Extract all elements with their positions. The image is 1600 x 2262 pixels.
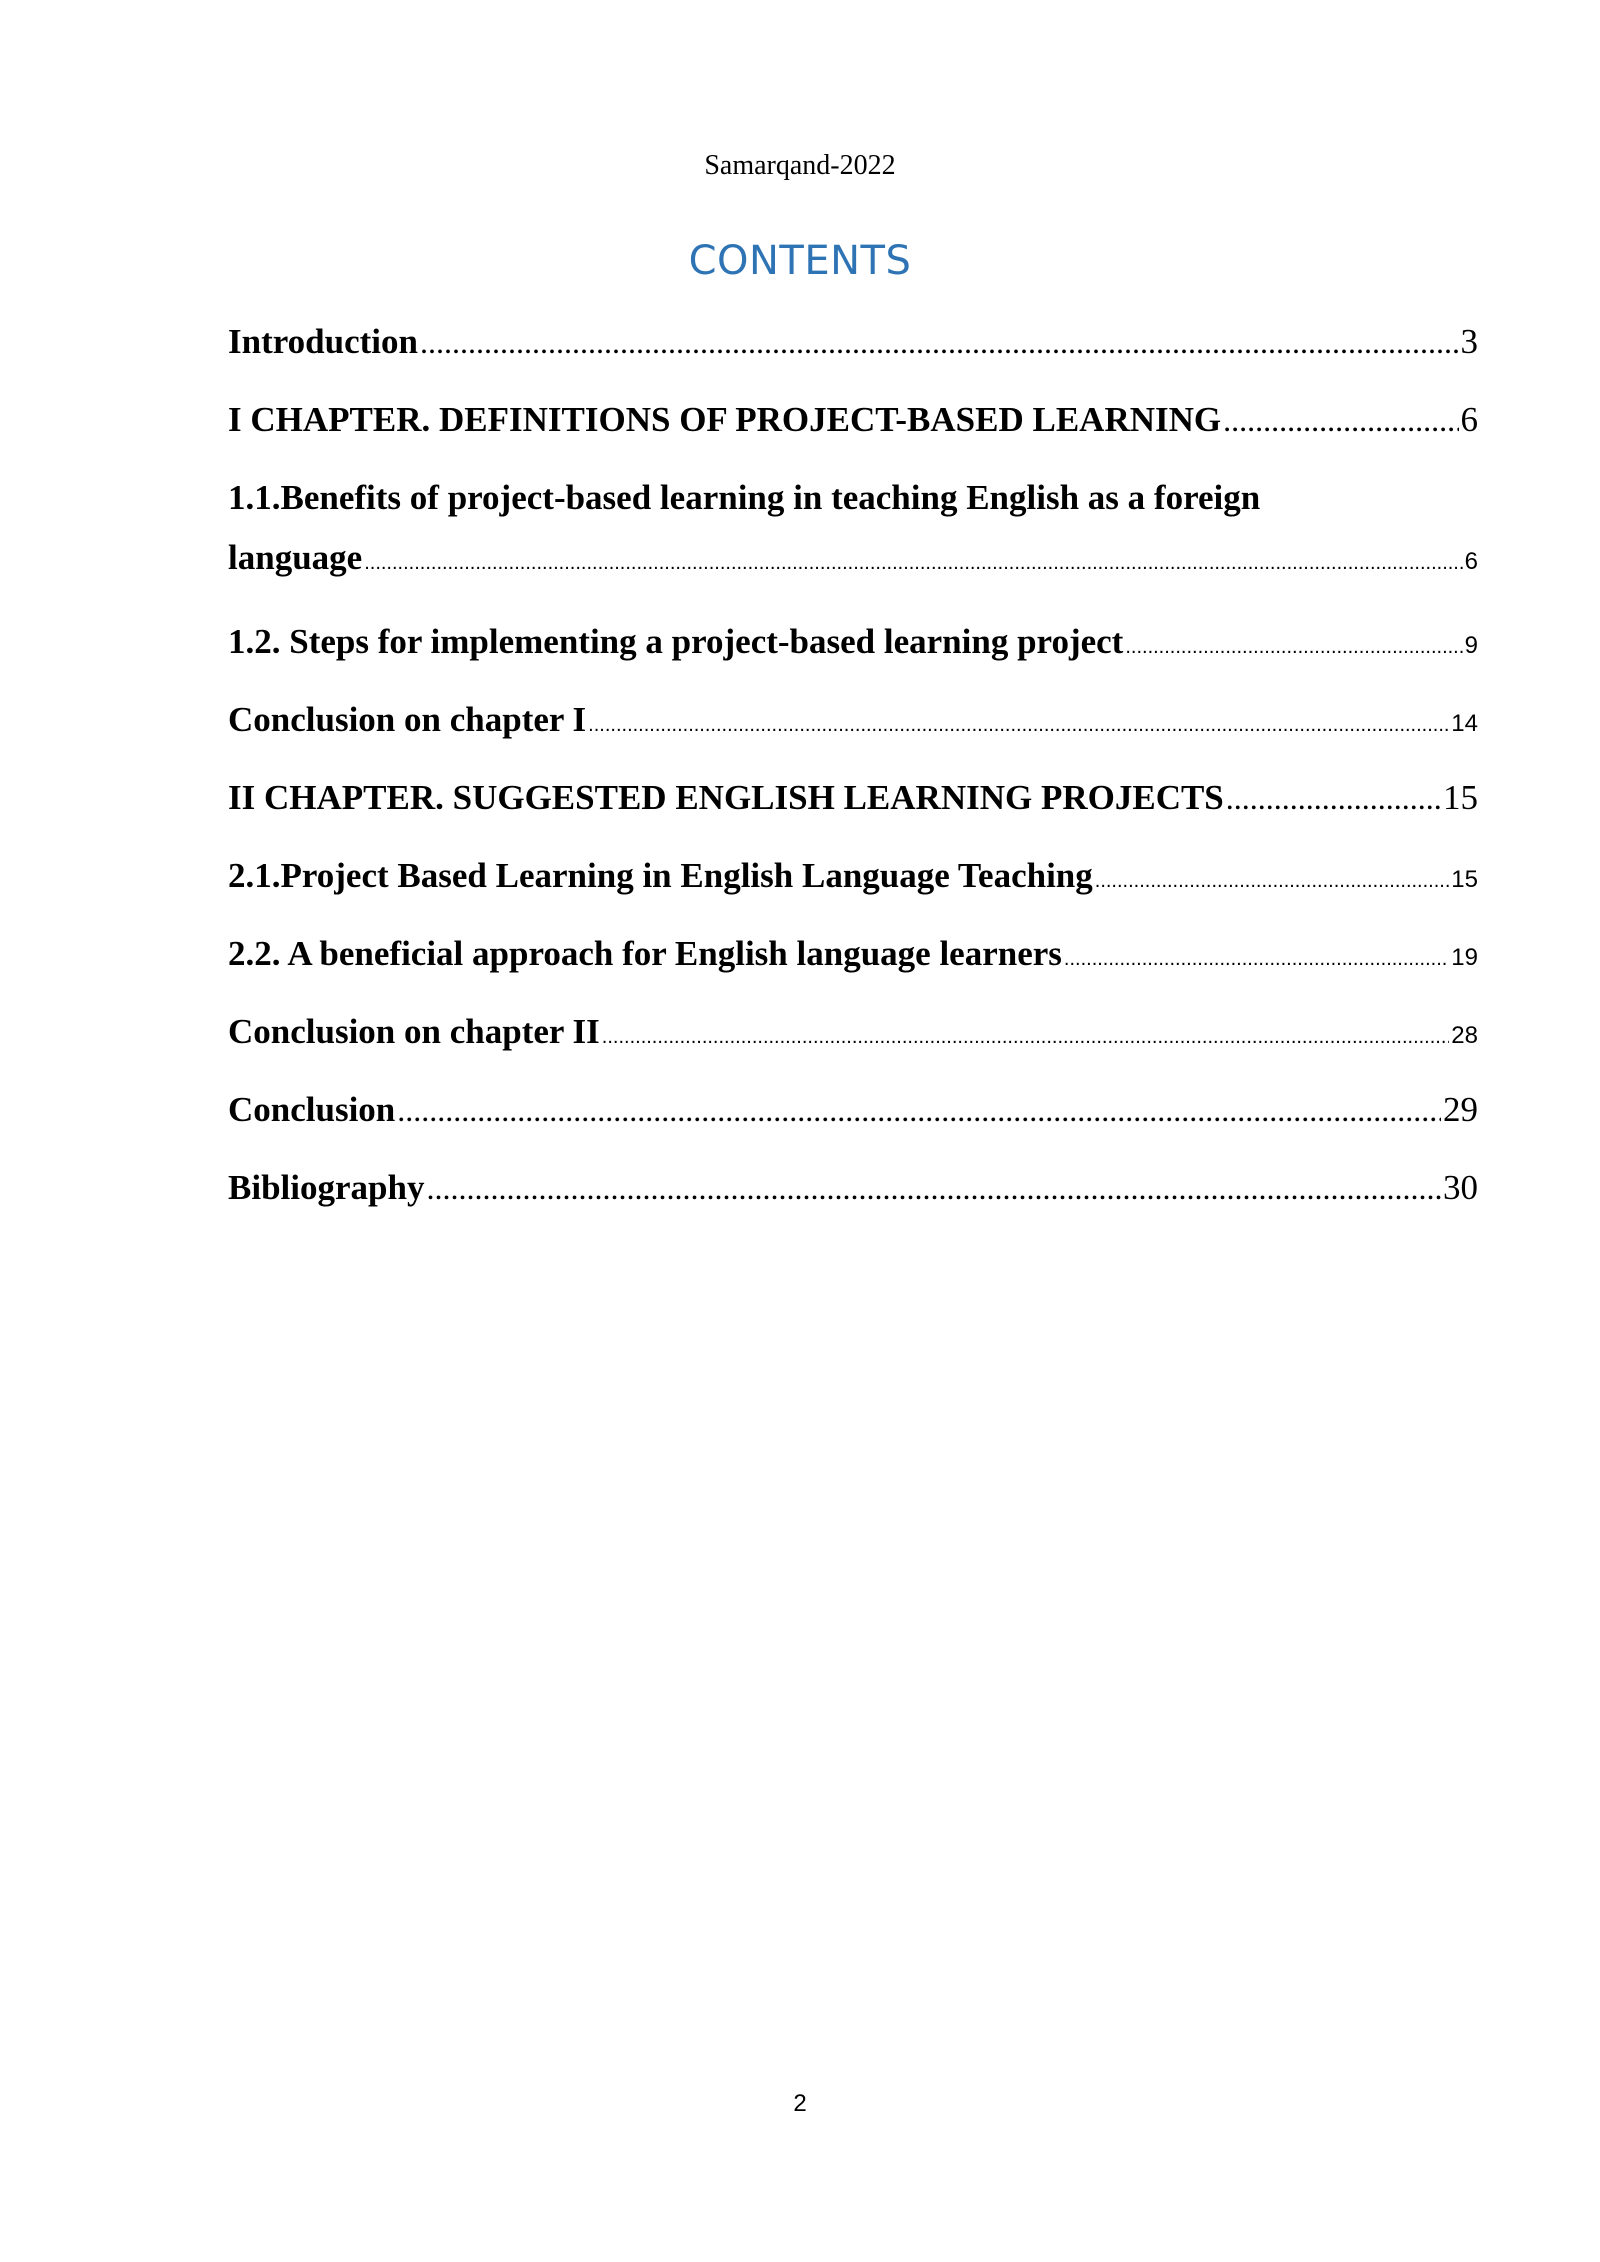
toc-entry-title-line1: 1.1.Benefits of project-based learning in teaching English as a foreign [228, 478, 1261, 517]
toc-entry-title: 1.2. Steps for implementing a project-based learning project [228, 622, 1124, 661]
toc-page-number: 6 [1460, 400, 1478, 439]
dot-leader [602, 1026, 1450, 1049]
toc-page-number: 14 [1451, 710, 1478, 737]
toc-page-number: 3 [1460, 322, 1478, 361]
toc-entry-2-1[interactable] [228, 856, 1478, 896]
toc-page-number: 29 [1443, 1090, 1478, 1129]
dot-leader [397, 1092, 1441, 1129]
toc-entry-title: Conclusion on chapter I [228, 700, 587, 739]
toc-entry-title: I CHAPTER. DEFINITIONS OF PROJECT-BASED LEARNING [228, 400, 1222, 439]
toc-entry-conclusion-chapter-1[interactable] [228, 700, 1478, 740]
toc-page-number: 15 [1451, 866, 1478, 893]
toc-entry-1-1[interactable] [228, 478, 1478, 578]
toc-entry-title: Conclusion [228, 1090, 396, 1129]
toc-page-number: 15 [1443, 778, 1478, 817]
contents-heading: CONTENTS [688, 238, 912, 284]
dot-leader [426, 1170, 1441, 1207]
dot-leader [420, 324, 1459, 361]
toc-entry-chapter-2[interactable] [228, 778, 1478, 818]
toc-page-number: 6 [1464, 548, 1478, 575]
toc-page-number: 30 [1443, 1168, 1478, 1207]
toc-entry-title: Bibliography [228, 1168, 425, 1207]
dot-leader [1223, 402, 1458, 439]
page-number: 2 [793, 2090, 807, 2117]
dot-leader [1095, 870, 1450, 893]
toc-entry-2-2[interactable] [228, 934, 1478, 974]
toc-entry-title: 2.1.Project Based Learning in English Language Teaching [228, 856, 1093, 895]
toc-entry-conclusion-chapter-2[interactable] [228, 1012, 1478, 1052]
toc-entry-title: Introduction [228, 322, 418, 361]
toc-entry-chapter-1[interactable] [228, 400, 1478, 440]
toc-entry-1-2[interactable] [228, 622, 1478, 662]
dot-leader [1125, 636, 1462, 659]
dot-leader [1064, 948, 1449, 971]
toc-entry-title-line2: language [228, 538, 363, 577]
toc-entry-introduction[interactable] [228, 322, 1478, 362]
dot-leader [1226, 780, 1441, 817]
toc-entry-title: II CHAPTER. SUGGESTED ENGLISH LEARNING PROJECTS [228, 778, 1224, 817]
toc-page-number: 28 [1451, 1022, 1478, 1049]
toc-entry-title: Conclusion on chapter II [228, 1012, 600, 1051]
toc-entry-conclusion[interactable] [228, 1090, 1478, 1130]
toc-entry-title: 2.2. A beneficial approach for English language learners [228, 934, 1062, 973]
toc-page-number: 9 [1464, 632, 1478, 659]
dot-leader [588, 714, 1449, 737]
dot-leader [364, 552, 1462, 575]
toc-page-number: 19 [1451, 944, 1478, 971]
toc-entry-bibliography[interactable] [228, 1168, 1478, 1208]
place-date: Samarqand-2022 [704, 150, 896, 181]
